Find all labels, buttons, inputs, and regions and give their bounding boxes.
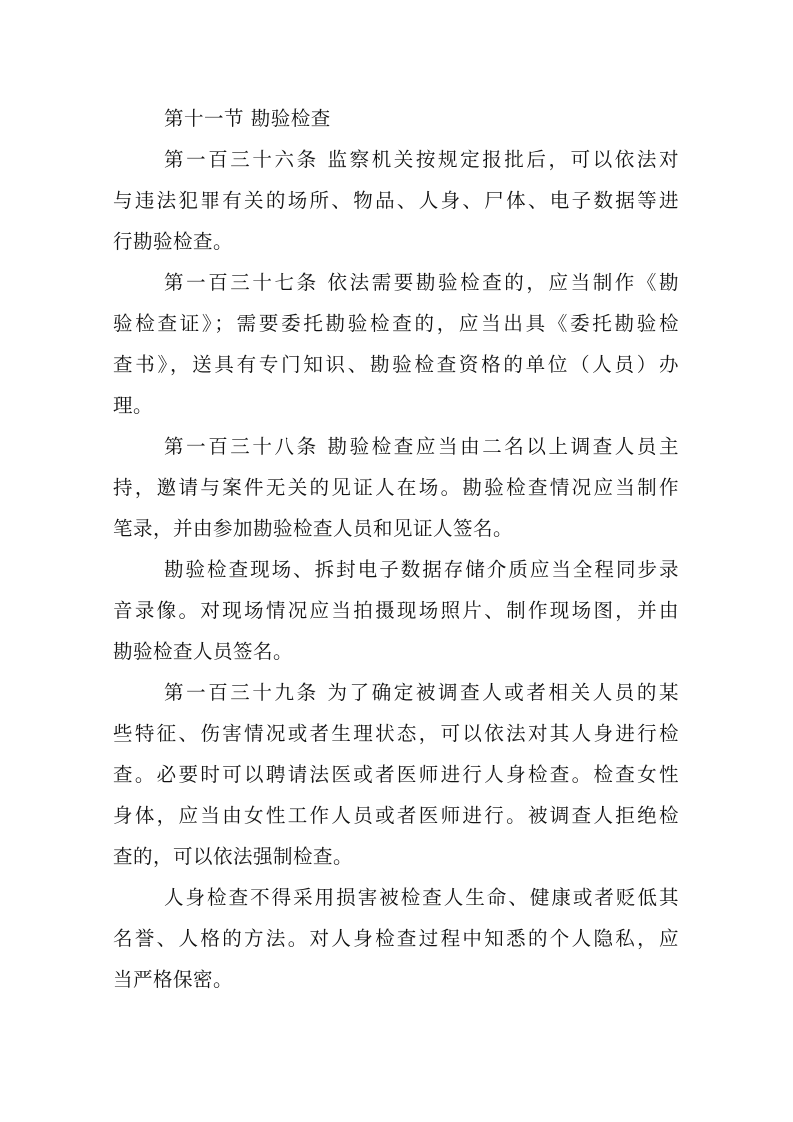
text-line: 身体，应当由女性工作人员或者医师进行。被调查人拒绝检 — [113, 804, 679, 827]
text-line: 第一百三十九条 为了确定被调查人或者相关人员的某 — [164, 681, 679, 704]
text-line: 验检查证》；需要委托勘验检查的，应当出具《委托勘验检 — [113, 312, 679, 335]
text-line: 些特征、伤害情况或者生理状态，可以依法对其人身进行检 — [113, 722, 679, 745]
text-line: 与违法犯罪有关的场所、物品、人身、尸体、电子数据等进 — [113, 189, 679, 212]
text-line: 勘验检查人员签名。 — [113, 640, 294, 663]
text-line: 人身检查不得采用损害被检查人生命、健康或者贬低其 — [164, 886, 679, 909]
text-line: 查。必要时可以聘请法医或者医师进行人身检查。检查女性 — [113, 763, 679, 786]
article-139 — [113, 672, 679, 877]
article-137 — [113, 262, 679, 426]
text-line: 第一百三十六条 监察机关按规定报批后，可以依法对 — [164, 148, 679, 171]
text-line: 勘验检查现场、拆封电子数据存储介质应当全程同步录 — [164, 558, 679, 581]
text-line: 查书》，送具有专门知识、勘验检查资格的单位（人员）办 — [113, 353, 679, 376]
article-139-paragraph-2 — [113, 877, 679, 1000]
text-line: 理。 — [113, 394, 154, 417]
text-line: 查的，可以依法强制检查。 — [113, 845, 354, 868]
document-page — [113, 98, 679, 1000]
text-line: 持，邀请与案件无关的见证人在场。勘验检查情况应当制作 — [113, 476, 679, 499]
section-title: 第十一节 勘验检查 — [164, 107, 331, 130]
text-line: 音录像。对现场情况应当拍摄现场照片、制作现场图，并由 — [113, 599, 679, 622]
text-line: 第一百三十七条 依法需要勘验检查的，应当制作《勘 — [164, 271, 679, 294]
text-line: 当严格保密。 — [113, 968, 234, 991]
text-line: 笔录，并由参加勘验检查人员和见证人签名。 — [113, 517, 514, 540]
article-138 — [113, 426, 679, 549]
text-line: 行勘验检查。 — [113, 230, 234, 253]
article-138-paragraph-2 — [113, 549, 679, 672]
article-136 — [113, 139, 679, 262]
text-line: 第一百三十八条 勘验检查应当由二名以上调查人员主 — [164, 435, 679, 458]
text-line: 名誉、人格的方法。对人身检查过程中知悉的个人隐私，应 — [113, 927, 679, 950]
